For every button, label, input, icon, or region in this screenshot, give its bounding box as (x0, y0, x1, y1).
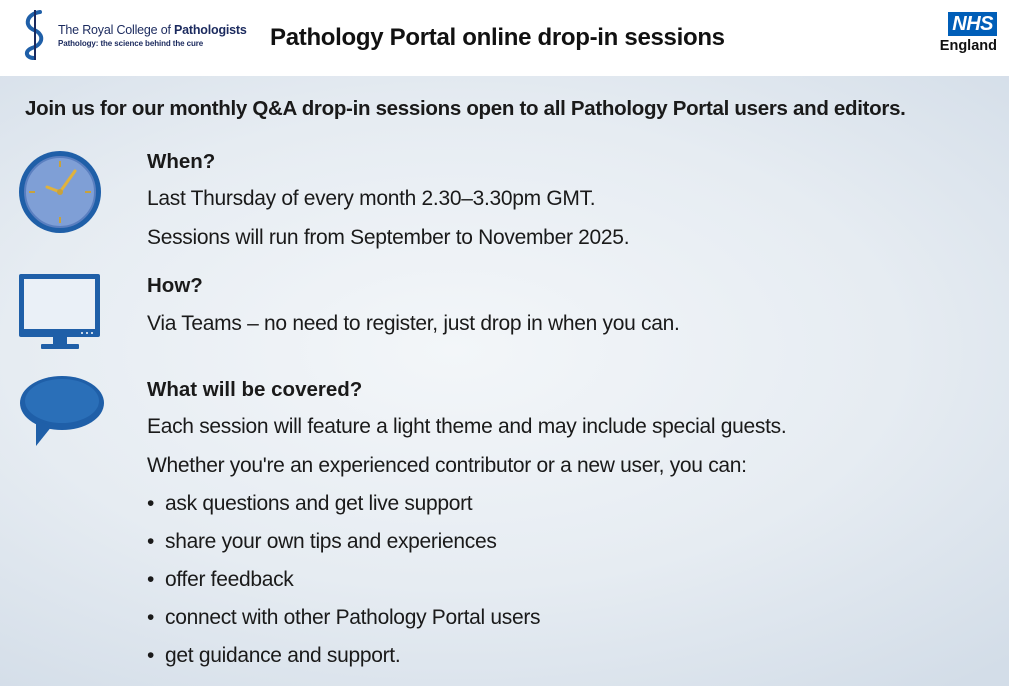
header (0, 0, 1009, 76)
list-item: • connect with other Pathology Portal users (147, 606, 541, 629)
nhs-region: England (939, 38, 997, 54)
monitor-icon (17, 272, 103, 352)
org-name: The Royal College of Pathologists (58, 22, 247, 37)
rcpath-logo (18, 8, 247, 62)
list-item: • share your own tips and experiences (147, 530, 497, 553)
nhs-logo (935, 12, 997, 54)
page-title: Pathology Portal online drop-in sessions (270, 24, 725, 51)
org-tagline: Pathology: the science behind the cure (58, 38, 204, 48)
clock-icon (17, 149, 103, 235)
covered-line-1: Each session will feature a light theme and may include special guests. (147, 415, 787, 438)
how-heading: How? (147, 274, 203, 297)
when-heading: When? (147, 150, 216, 173)
speech-bubble-icon (18, 374, 106, 448)
when-line-2: Sessions will run from September to November 2025. (147, 226, 630, 249)
nhs-logo-box: NHS (948, 12, 997, 36)
rcpath-serpent-icon (18, 8, 52, 62)
list-item: • ask questions and get live support (147, 492, 473, 515)
list-item: • offer feedback (147, 568, 294, 591)
intro-text: Join us for our monthly Q&A drop-in sessions open to all Pathology Portal users and editors. (25, 97, 906, 120)
how-line-1: Via Teams – no need to register, just drop in when you can. (147, 312, 680, 335)
when-line-1: Last Thursday of every month 2.30–3.30pm GMT. (147, 187, 596, 210)
content (0, 76, 1009, 686)
list-item: • get guidance and support. (147, 644, 401, 667)
covered-heading: What will be covered? (147, 378, 363, 401)
covered-line-2: Whether you're an experienced contributor or a new user, you can: (147, 454, 747, 477)
